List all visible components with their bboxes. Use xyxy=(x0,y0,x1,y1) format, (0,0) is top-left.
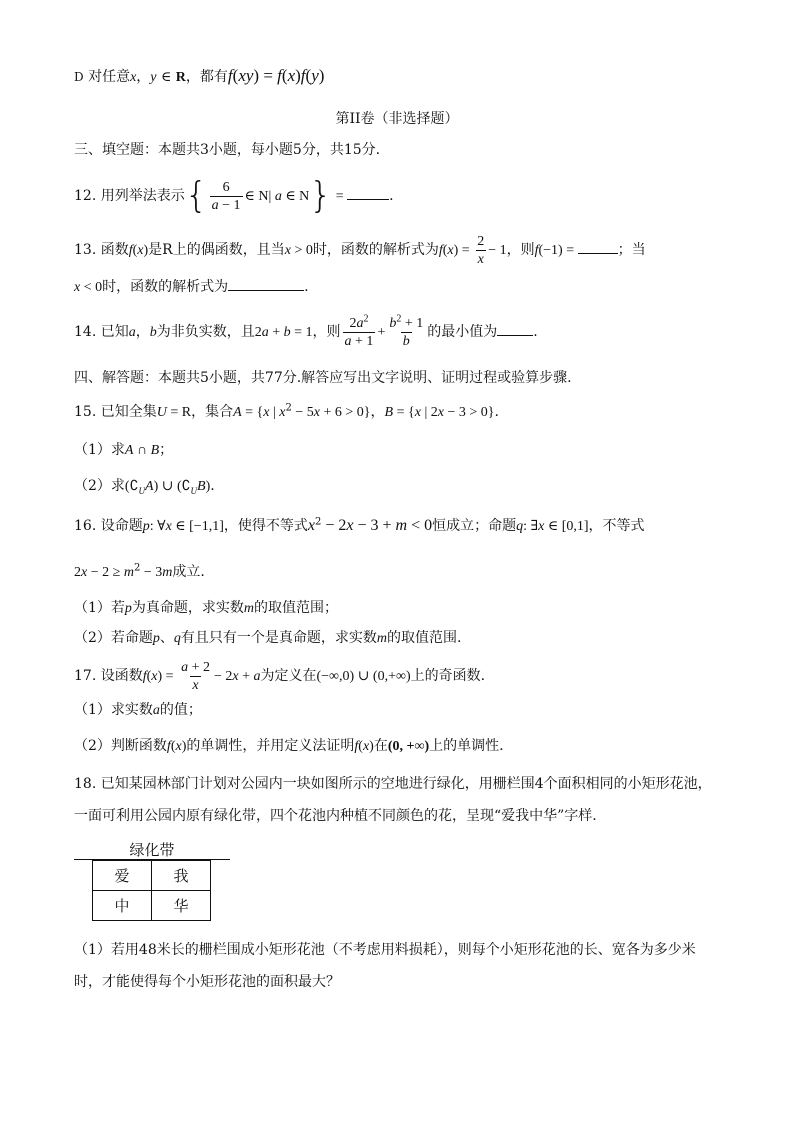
green-belt-label: 绿化带 xyxy=(129,841,175,859)
part-title: 第II卷（非选择题） xyxy=(335,111,459,127)
flowerbed-diagram xyxy=(74,842,234,926)
section-three-heading: 三、填空题：本题共3小题，每小题5分，共15分. xyxy=(74,142,381,158)
flowerbed-cell: 爱 xyxy=(93,861,152,891)
question-12: 12. 用列举法表示{ $\frac{6}{a - 1}$ ∈ N| a ∈ N} = . xyxy=(74,175,394,216)
question-18-line2: 一面可利用公园内原有绿化带，四个花池内种植不同颜色的花，呈现“爱我中华”字样. xyxy=(74,808,597,824)
flowerbed-grid xyxy=(92,860,211,921)
question-16-line1: 16. 设命题p: ∀x ∈ [−1,1]，使得不等式$x^2 - 2x - 3 + m < 0$恒成立；命题q: ∃x ∈ [0,1]，不等式 xyxy=(74,516,645,534)
question-15-part1: （1）求A ∩ B； xyxy=(74,442,174,458)
question-17-part2: （2）判断函数f(x)的单调性，并用定义法证明f(x)在(0, +∞)上的单调性. xyxy=(74,738,504,754)
question-13-line1: 13. 函数f(x)是R上的偶函数，且当x > 0时，函数的解析式为f(x) = $\frac{2}{x}$ − 1，则f(−1) = ；当 xyxy=(74,233,646,267)
flowerbed-cell: 中 xyxy=(93,891,152,921)
question-16-part1: （1）若p为真命题，求实数m的取值范围； xyxy=(74,600,339,616)
flowerbed-cell: 我 xyxy=(152,861,211,891)
question-17: 17. 设函数f(x) = $\frac{a + 2}{x}$ − 2x + a为定义在(−∞,0) ∪ (0,+∞)上的奇函数. xyxy=(74,659,486,693)
question-16-part2: （2）若命题p、q有且只有一个是真命题，求实数m的取值范围. xyxy=(74,630,462,646)
flowerbed-cell: 华 xyxy=(152,891,211,921)
question-18-part1-line2: 时，才能使得每个小矩形花池的面积最大？ xyxy=(74,974,340,990)
question-17-part1: （1）求实数a的值； xyxy=(74,702,202,718)
option-d-label: D xyxy=(74,70,84,84)
question-15: 15. 已知全集U = R，集合A = {x | $x^2 - 5x + 6 > 0$}，B = {x | 2x − 3 > 0}. xyxy=(74,402,499,420)
question-14: 14. 已知a，b为非负实数，且2a + b = 1，则 $\frac{2a^2}{a + 1}$ + $\frac{b^2 + 1}{b}$ 的最小值为 . xyxy=(74,312,538,349)
section-four-heading: 四、解答题：本题共5小题，共77分.解答应写出文字说明、证明过程或验算步骤. xyxy=(74,370,572,386)
question-13-line2: x < 0时，函数的解析式为 . xyxy=(74,276,309,298)
option-d: D 对任意x，y ∈ R，都有f(xy) = f(x)f(y) xyxy=(74,66,325,85)
question-18-line1: 18. 已知某园林部门计划对公园内一块如图所示的空地进行绿化，用栅栏围4个面积相同的小矩形花池， xyxy=(74,776,712,792)
question-16-line2: $2x - 2 \ge m^2 - 3m$成立. xyxy=(74,562,205,580)
question-18-part1-line1: （1）若用48米长的栅栏围成小矩形花池（不考虑用料损耗），则每个小矩形花池的长、宽各为多少米 xyxy=(74,942,696,958)
question-15-part2: （2）求$(∁_UA)$ ∪ $(∁_UB)$. xyxy=(74,478,215,496)
